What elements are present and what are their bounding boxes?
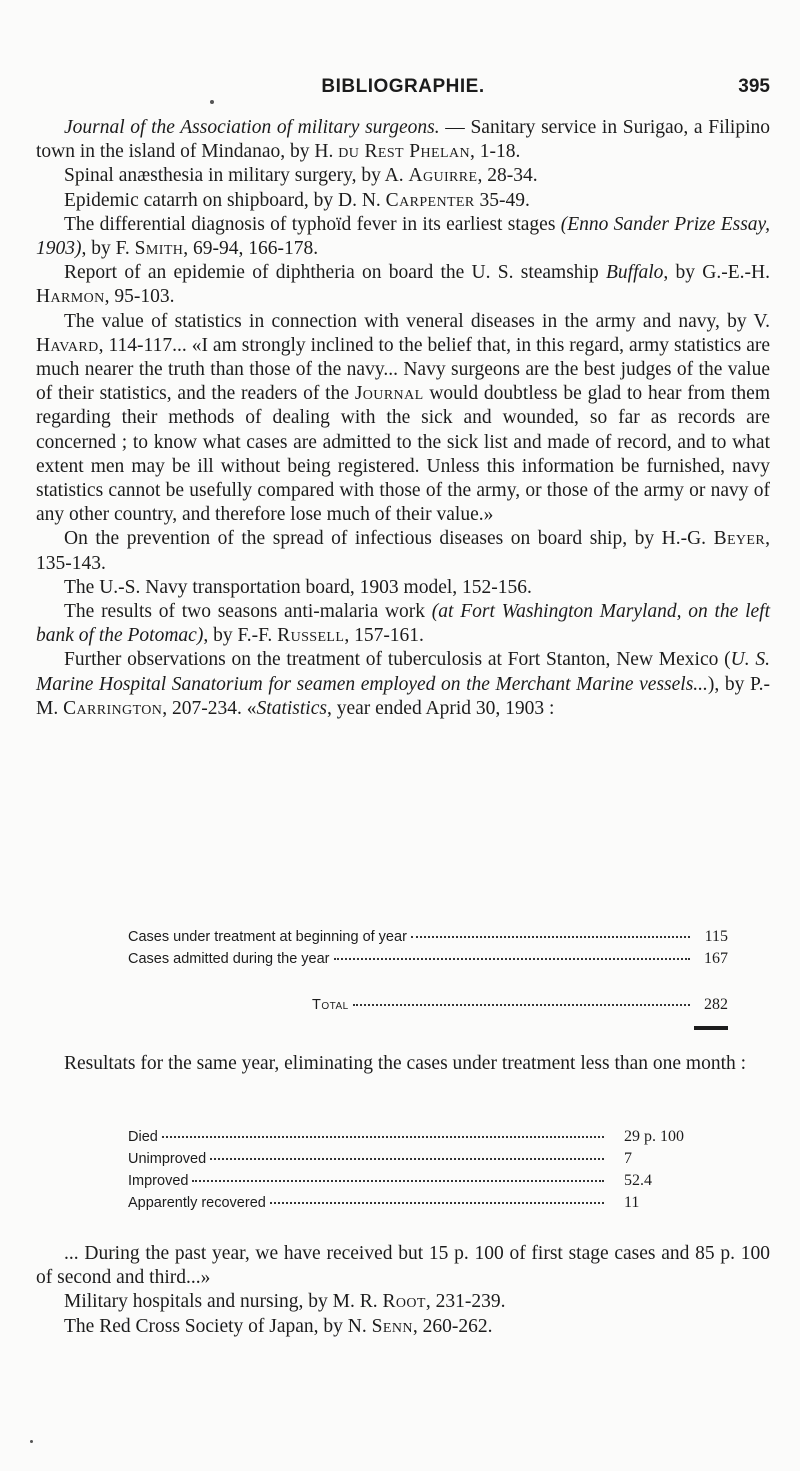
author-name: Smith	[134, 238, 184, 260]
total-rule	[694, 1026, 728, 1030]
bibliography-text	[36, 116, 770, 721]
closing-paragraphs	[36, 1242, 770, 1339]
entry-statistics-value: The value of statistics in connection with veneral diseases in the army and navy, by V. Havard, 114-117... «I am strongly inclined to the belief that, in this regard, army statistics are much nearer the truth than those of the navy... Navy surgeons are the best judges of the value of their statistics, and the readers of the Journal would doubtless be glad to hear from them regarding their methods of dealing with the sick and wounded, so far as records are concerned ; to know what cases are admitted to the sick list and made of record, and to what extent men may be ill without being registered. Unless this information be furnished, navy statistics cannot be usefully compared with those of the army, or those of the army or navy of any other country, and therefore lose much of their value.»	[36, 310, 771, 526]
cases-table	[128, 926, 728, 1030]
page-number: 395	[738, 76, 770, 97]
author-name: du Rest Phelan	[338, 141, 470, 163]
entry-transportation-board: The U.-S. Navy transportation board, 1903 model, 152-156.	[64, 576, 532, 598]
table-row: Died 29 p. 100	[128, 1128, 684, 1145]
author-name: Havard	[36, 334, 99, 356]
author-name: Beyer	[713, 528, 766, 550]
results-table	[128, 1126, 728, 1214]
author-name: Root	[382, 1291, 426, 1313]
author-name: Harmon	[36, 286, 105, 308]
entry-tuberculosis: Further observations on the treatment of tuberculosis at Fort Stanton, New Mexico (U. S. Marine Hospital Sanatorium for seamen employed on the Merchant Marine vessels...), by P.-M. Carrington, 207-234. «Statistics, year ended Aprid 30, 1903 :	[36, 649, 770, 719]
author-name: Russell	[277, 625, 345, 647]
ink-speck	[30, 1440, 33, 1443]
entry-epidemic-catarrh: Epidemic catarrh on shipboard, by D. N. Carpenter 35-49.	[64, 189, 530, 211]
running-title: BIBLIOGRAPHIE.	[321, 76, 485, 97]
table-row: Improved 52.4	[128, 1172, 652, 1189]
table-total-row: Total 282	[312, 996, 728, 1013]
quote-ending: ... During the past year, we have received but 15 p. 100 of first stage cases and 85 p. 100 of second and third...»	[36, 1243, 770, 1289]
journal-title: Journal of the Association of military surgeons.	[64, 117, 440, 138]
table-row: Cases admitted during the year 167	[128, 950, 728, 967]
entry-anti-malaria: The results of two seasons anti-malaria work (at Fort Washington Maryland, on the left bank of the Potomac), by F.-F. Russell, 157-161.	[36, 601, 770, 647]
author-name: Senn	[371, 1315, 413, 1337]
entry-typhoid-diagnosis: The differential diagnosis of typhoïd fever in its earliest stages (Enno Sander Prize Essay, 1903), by F. Smith, 69-94, 166-178.	[36, 213, 770, 260]
results-paragraph	[36, 1052, 770, 1076]
author-name: Aguirre	[408, 165, 478, 187]
table-row: Apparently recovered 11	[128, 1194, 640, 1211]
table-row: Unimproved 7	[128, 1150, 632, 1167]
entry-spinal-anaesthesia: Spinal anæsthesia in military surgery, by A. Aguirre, 28-34.	[64, 165, 538, 187]
entry-military-hospitals: Military hospitals and nursing, by M. R. Root, 231-239.	[64, 1291, 506, 1313]
entry-diphtheria-report: Report of an epidemie of diphtheria on board the U. S. steamship Buffalo, by G.-E.-H. Harmon, 95-103.	[36, 262, 770, 308]
entry-sanitary-service: Journal of the Association of military surgeons. — Sanitary service in Surigao, a Filipino town in the island of Mindanao, by H. du Rest Phelan, 1-18.	[36, 117, 770, 163]
results-intro: Resultats for the same year, eliminating the cases under treatment less than one month :	[64, 1053, 747, 1074]
author-name: Carrington	[63, 697, 163, 719]
entry-red-cross-japan: The Red Cross Society of Japan, by N. Senn, 260-262.	[64, 1315, 493, 1337]
entry-infectious-diseases: On the prevention of the spread of infectious diseases on board ship, by H.-G. Beyer, 135-143.	[36, 528, 770, 574]
author-name: Carpenter	[385, 189, 475, 211]
table-row: Cases under treatment at beginning of year 115	[128, 928, 728, 945]
page-header	[36, 76, 770, 102]
